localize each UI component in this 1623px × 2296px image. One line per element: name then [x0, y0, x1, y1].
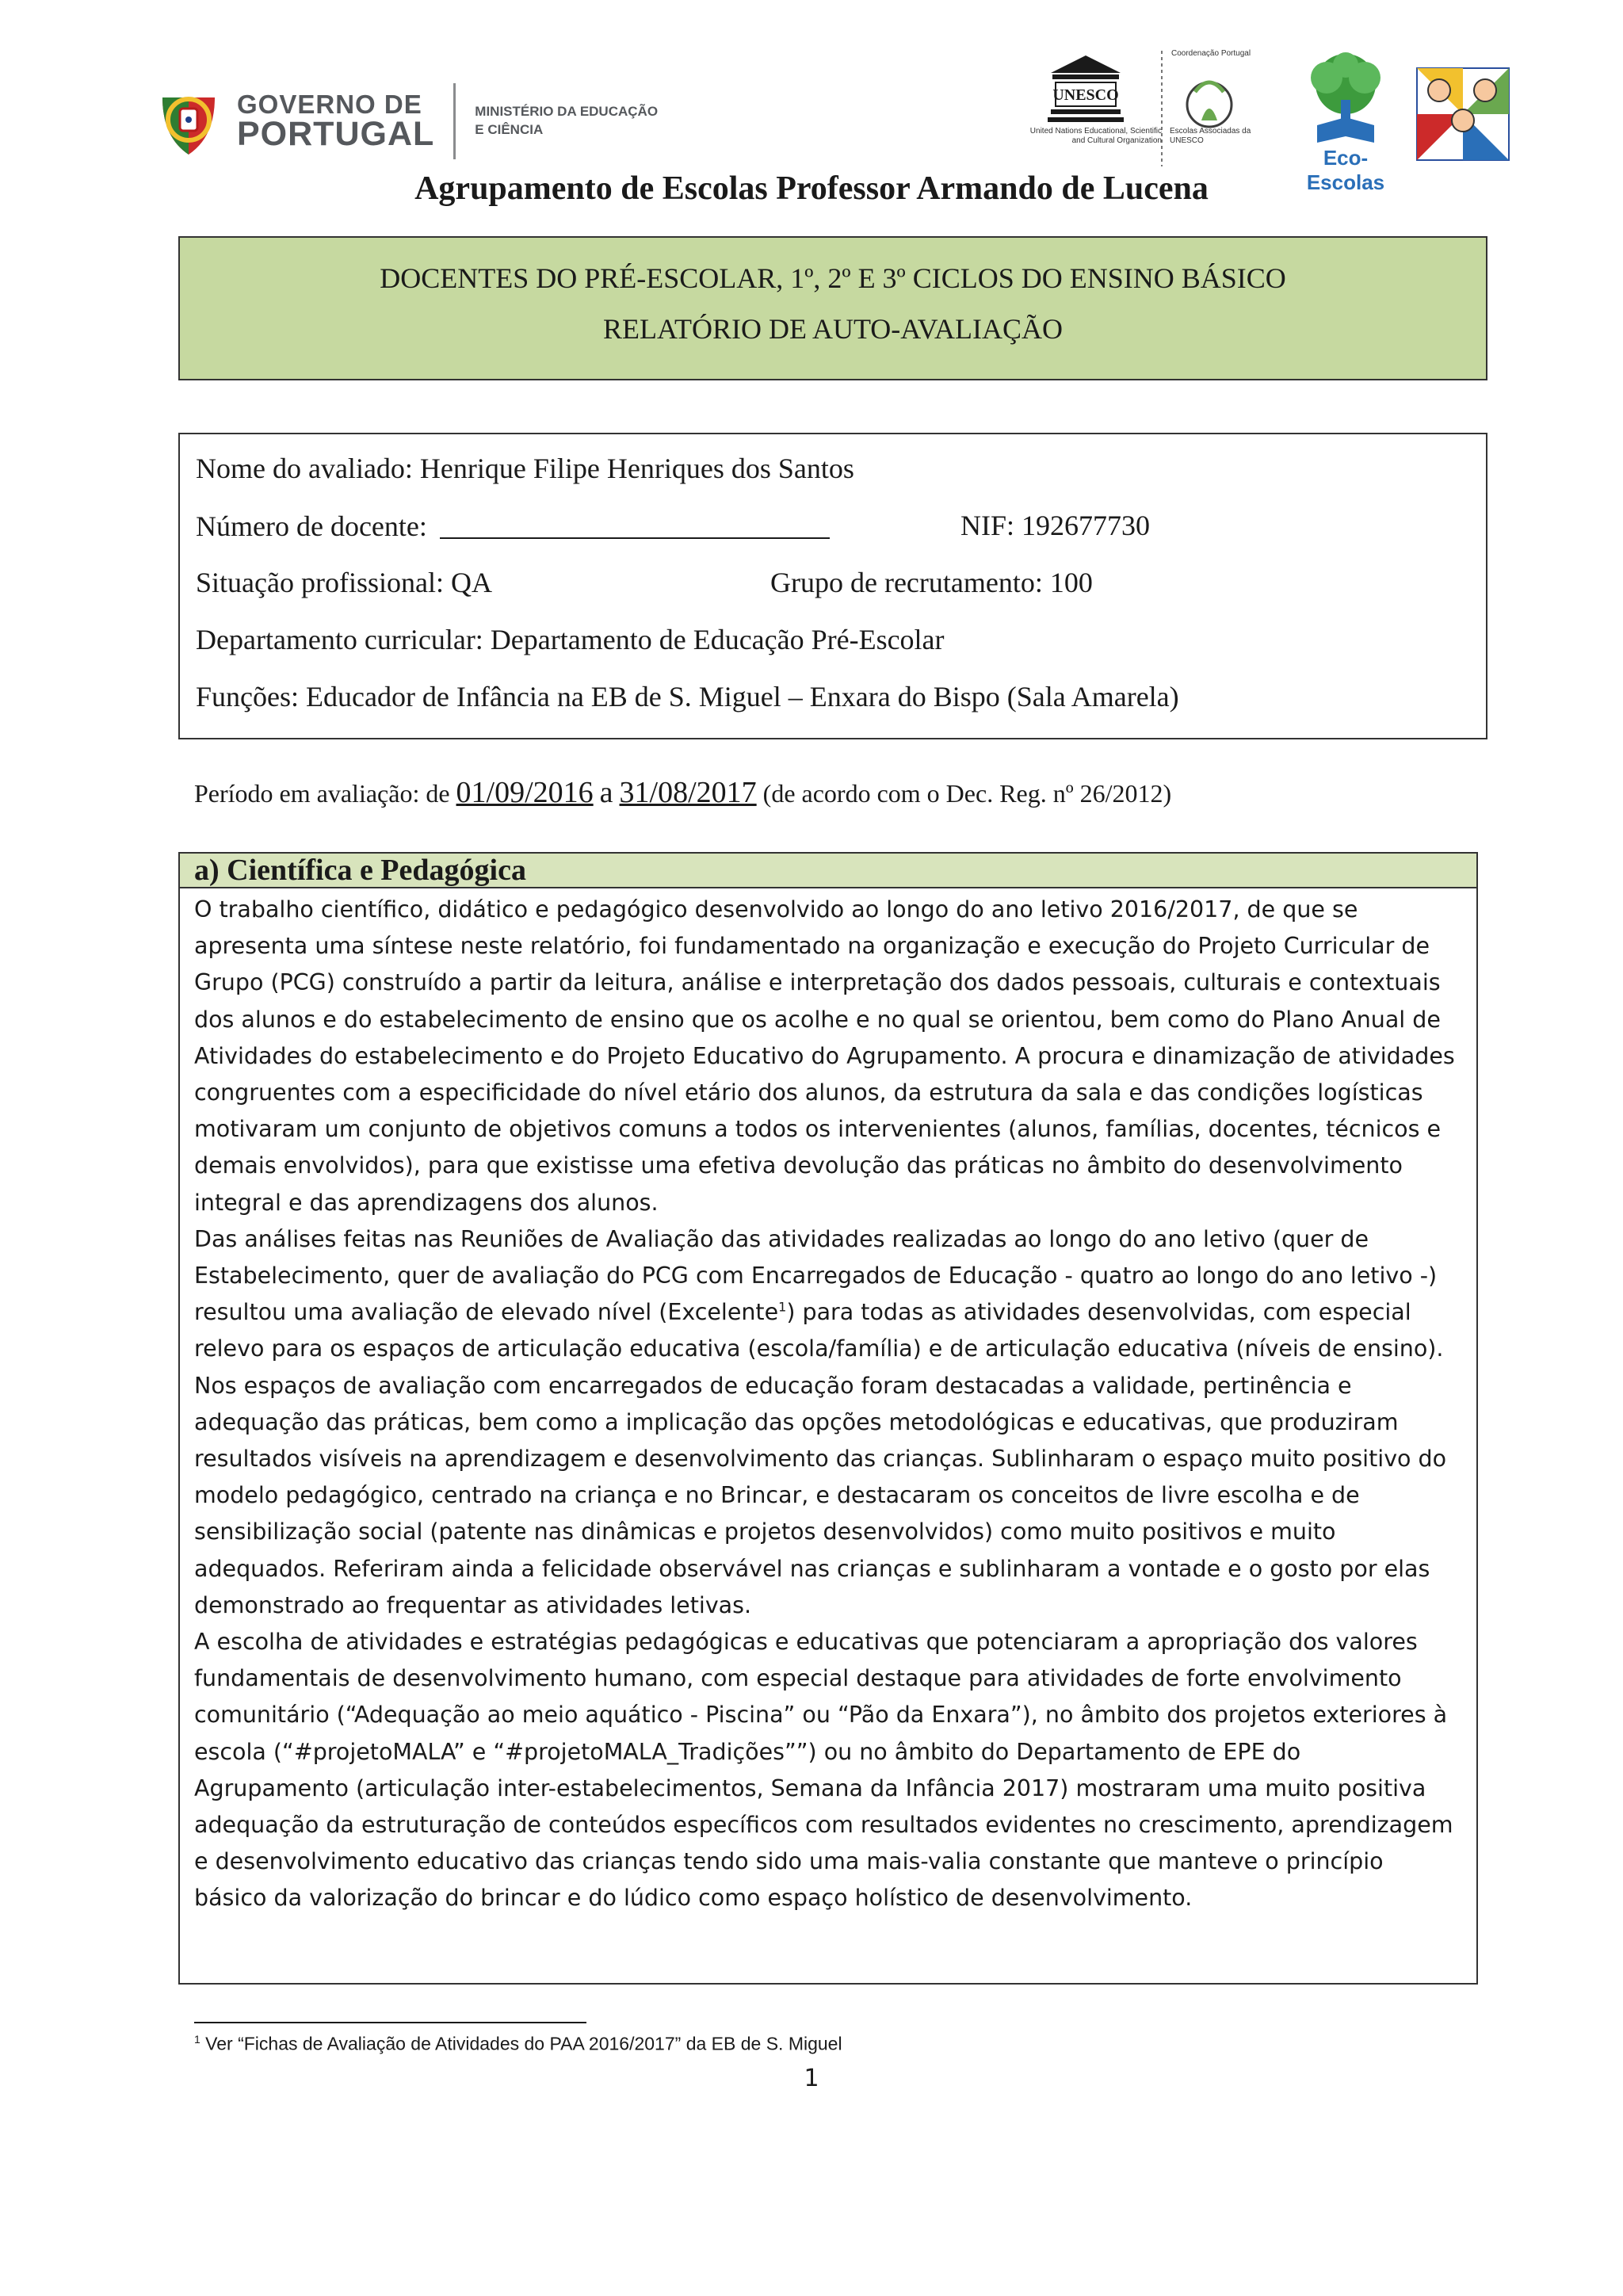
- functions: Funções: Educador de Infância na EB de S. Miguel – Enxara do Bispo (Sala Amarela): [196, 681, 1179, 712]
- governo-portugal-logo: [155, 78, 658, 165]
- period-suffix: (de acordo com o Dec. Reg. nº 26/2012): [762, 779, 1172, 808]
- portugal-emblem-icon: [155, 82, 223, 161]
- page-number: 1: [804, 2065, 819, 2092]
- curricular-department: Departamento curricular: Departamento de Educação Pré-Escolar: [196, 624, 945, 655]
- nif: NIF: 192677730: [960, 510, 1151, 541]
- unesco-logo-icon: [1022, 49, 1276, 168]
- logo-divider: [453, 83, 456, 159]
- evaluation-period: [194, 775, 1171, 810]
- section-body: [180, 888, 1476, 1917]
- report-title-line1: DOCENTES DO PRÉ-ESCOLAR, 1º, 2º E 3º CICLOS DO ENSINO BÁSICO: [380, 262, 1286, 294]
- period-start: 01/09/2016: [456, 776, 594, 809]
- children-logo-icon: [1412, 63, 1514, 165]
- footnote-rule: [194, 2022, 586, 2023]
- paragraph: O trabalho científico, didático e pedagógico desenvolvido ao longo do ano letivo 2016/2017, de que se apresenta uma síntese neste relatório, foi fundamentado na organização e execução do Projeto Curricular de Grupo (PCG) construído a partir da leitura, análise e interpretação dos dados pessoais, culturais e contextuais dos alunos e do estabelecimento de ensino que os acolhe e no qual se orientou, bem como do Plano Anual de Atividades do estabelecimento e do Projeto Educativo do Agrupamento. A procura e dinamização de atividades congruentes com a especificidade do nível etário dos alunos, da estrutura da sala e das condições logísticas motivaram um conjunto de objetivos comuns a todos os intervenientes (alunos, famílias, docentes, técnicos e demais envolvidos), para que existisse uma efetiva devolução das práticas no âmbito do desenvolvimento integral e das aprendizagens dos alunos.: [194, 896, 1455, 1216]
- eco-escolas-label: Eco-Escolas: [1306, 146, 1385, 194]
- unesco-organization: United Nations Educational, Scientific and Cultural Organization: [1029, 127, 1162, 145]
- teacher-number-label: Número de docente:: [196, 510, 427, 542]
- professional-situation: Situação profissional: QA: [196, 567, 492, 598]
- section-scientific-pedagogical: [178, 852, 1478, 1985]
- footnote-text: Ver “Fichas de Avaliação de Atividades do PAA 2016/2017” da EB de S. Miguel: [200, 2033, 842, 2054]
- school-title: Agrupamento de Escolas Professor Armando de Lucena: [414, 170, 1209, 207]
- ministry-line2: E CIÊNCIA: [475, 122, 544, 137]
- period-prefix: Período em avaliação: de: [194, 779, 450, 808]
- paragraph-text: ) para todas as atividades desenvolvidas, com especial relevo para os espaços de articulação educativa (escola/família) e de articulação educativa (níveis de ensino).: [194, 1299, 1444, 1362]
- evaluee-name: Nome do avaliado: Henrique Filipe Henriques dos Santos: [196, 453, 854, 484]
- svg-text:UNESCO: UNESCO: [1052, 86, 1119, 104]
- gov-line2: PORTUGAL: [237, 115, 435, 153]
- paragraph: A escolha de atividades e estratégias pedagógicas e educativas que potenciaram a apropriação dos valores fundamentais de desenvolvimento humano, com especial destaque para atividades de forte envolvimento comunitário (“Adequação ao meio aquático - Piscina” ou “Pão da Enxara”), no âmbito dos projetos exteriores à escola (“#projetoMALA” e “#projetoMALA_Tradições””) ou no âmbito do Departamento de EPE do Agrupamento (articulação inter-estabelecimentos, Semana da Infância 2017) mostraram uma muito positiva adequação da estruturação de conteúdos específicos com resultados evidentes no crescimento, aprendizagem e desenvolvimento educativo das crianças tendo sido uma mais-valia constante que manteve o princípio básico da valorização do brincar e do lúdico como espaço holístico de desenvolvimento.: [194, 1629, 1453, 1912]
- teacher-number-row: [196, 509, 830, 548]
- evaluee-info-box: [178, 433, 1487, 739]
- footnote: [194, 2033, 842, 2055]
- report-title-box: [178, 236, 1487, 380]
- teacher-number-field: [440, 509, 830, 539]
- paragraph: [194, 1221, 1462, 1368]
- gov-line1: GOVERNO DE: [237, 90, 422, 119]
- gov-wordmark: [237, 91, 434, 151]
- recruitment-group: Grupo de recrutamento: 100: [770, 567, 1093, 598]
- ministry-name: [475, 103, 658, 139]
- unesco-coordination: Coordenação Portugal: [1171, 49, 1251, 58]
- footnote-ref: 1: [778, 1299, 787, 1315]
- period-end: 31/08/2017: [619, 776, 757, 809]
- period-mid: a: [599, 776, 613, 809]
- footnote-marker: 1: [194, 2033, 200, 2046]
- paragraph: Nos espaços de avaliação com encarregados de educação foram destacadas a validade, pertinência e adequação das práticas, bem como a implicação das opções metodológicas e educativas, que produziram resultados visíveis na aprendizagem e desenvolvimento das crianças. Sublinharam o espaço muito positivo do modelo pedagógico, centrado na criança e no Brincar, e destacaram os conceitos de livre escolha e de sensibilização social (patente nas dinâmicas e projetos desenvolvidos) como muito positivos e muito adequados. Referiram ainda a felicidade observável nas crianças e sublinharam a vontade e o gosto por elas demonstrado ao frequentar as atividades letivas.: [194, 1372, 1447, 1618]
- report-title-line2: RELATÓRIO DE AUTO-AVALIAÇÃO: [602, 313, 1063, 345]
- unesco-associated-schools: Escolas Associadas da UNESCO: [1170, 127, 1251, 145]
- paragraph-text: Das análises feitas nas Reuniões de Avaliação das atividades realizadas ao longo do ano letivo (quer de Estabelecimento, quer de avaliação do PCG com Encarregados de Educação - quatro ao longo do ano letivo -) resultou uma avaliação de elevado nível (Excelente: [194, 1225, 1438, 1326]
- ministry-line1: MINISTÉRIO DA EDUCAÇÃO: [475, 104, 659, 120]
- section-heading: a) Científica e Pedagógica: [180, 854, 1476, 888]
